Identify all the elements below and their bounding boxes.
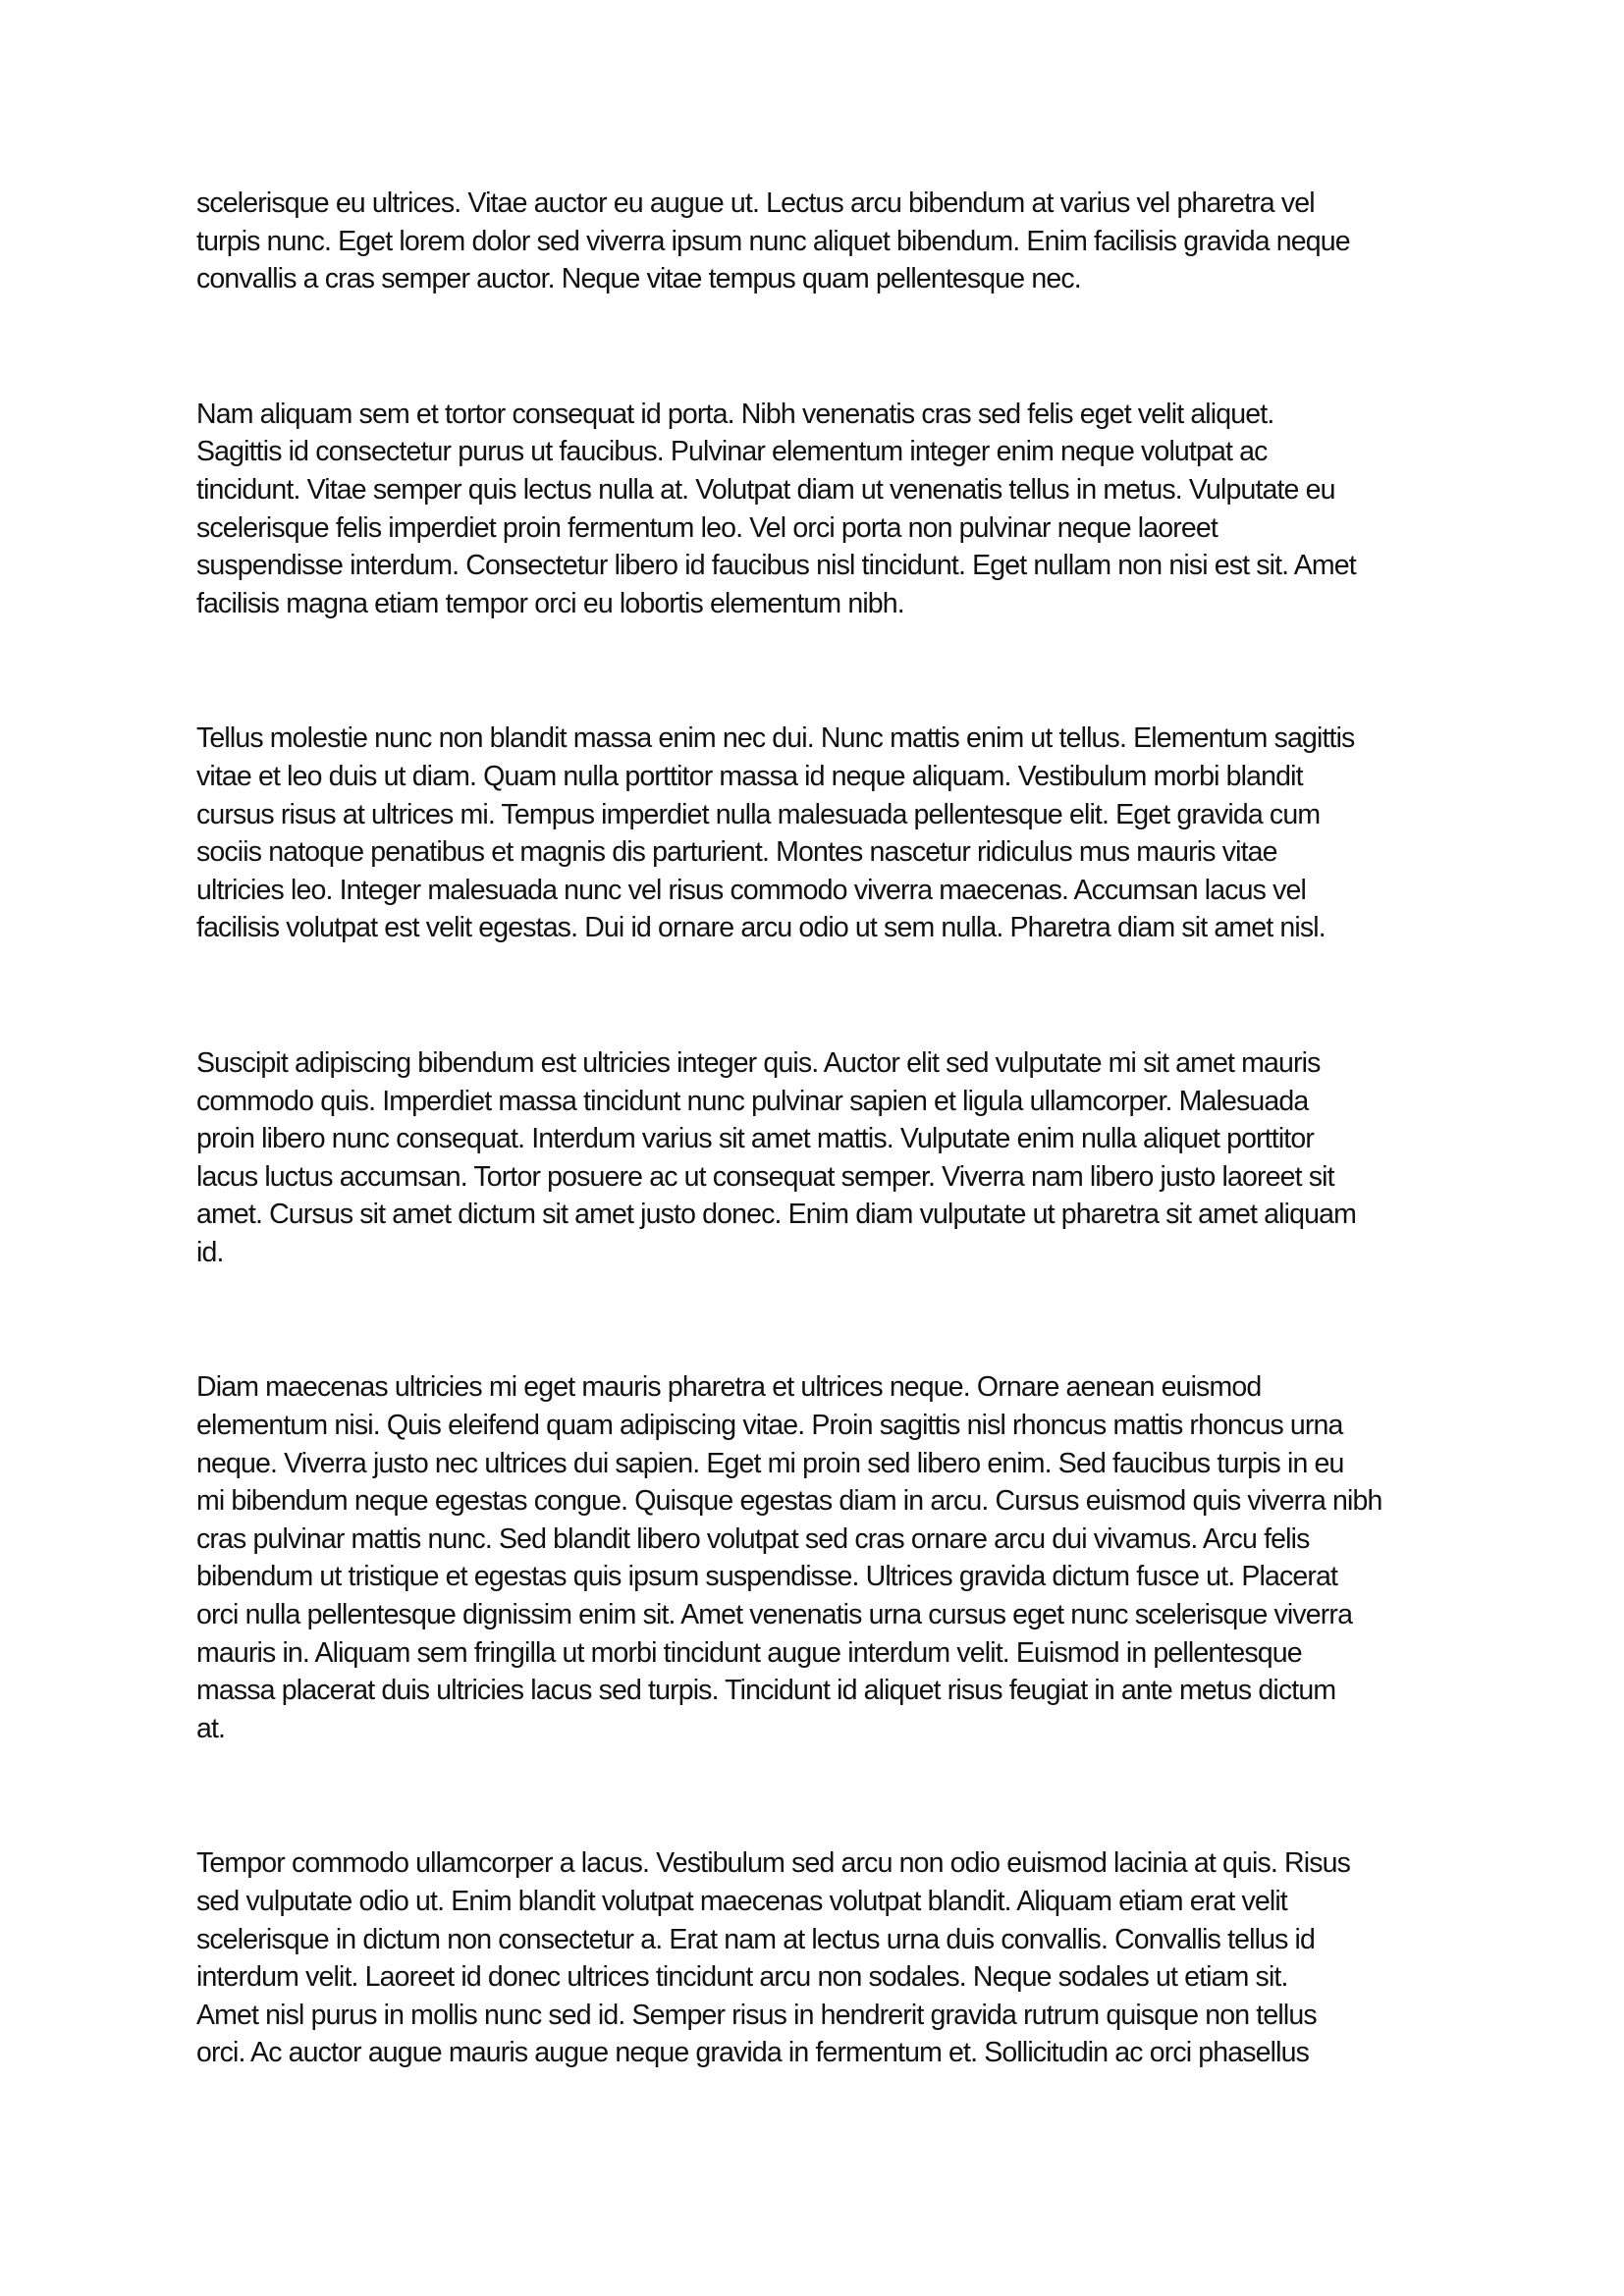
- text-line: neque. Viverra justo nec ultrices dui sapien. Eget mi proin sed libero enim. Sed faucibus turpis in eu: [196, 1447, 1344, 1479]
- text-line: scelerisque eu ultrices. Vitae auctor eu augue ut. Lectus arcu bibendum at varius vel pharetra vel: [196, 187, 1315, 219]
- text-line: orci nulla pellentesque dignissim enim sit. Amet venenatis urna cursus eget nunc scelerisque viverra: [196, 1599, 1353, 1631]
- text-line: orci. Ac auctor augue mauris augue neque gravida in fermentum et. Sollicitudin ac orci phasellus: [196, 2037, 1310, 2069]
- text-line: cras pulvinar mattis nunc. Sed blandit libero volutpat sed cras ornare arcu dui vivamus. Arcu felis: [196, 1522, 1310, 1555]
- text-line: facilisis volutpat est velit egestas. Dui id ornare arcu odio ut sem nulla. Pharetra diam sit amet nisl.: [196, 912, 1326, 944]
- text-line: facilisis magna etiam tempor orci eu lobortis elementum nibh.: [196, 587, 904, 619]
- paragraph: [196, 1844, 1439, 2072]
- text-line: vitae et leo duis ut diam. Quam nulla porttitor massa id neque aliquam. Vestibulum morbi blandit: [196, 760, 1303, 792]
- text-line: sed vulputate odio ut. Enim blandit volutpat maecenas volutpat blandit. Aliquam etiam erat velit: [196, 1886, 1287, 1917]
- text-line: convallis a cras semper auctor. Neque vitae tempus quam pellentesque nec.: [196, 263, 1081, 295]
- text-line: suspendisse interdum. Consectetur libero id faucibus nisl tincidunt. Eget nullam non nisi est sit. Amet: [196, 550, 1356, 582]
- paragraph: [196, 1368, 1439, 1747]
- text-line: at.: [196, 1712, 226, 1744]
- text-line: interdum velit. Laoreet id donec ultrices tincidunt arcu non sodales. Neque sodales ut etiam sit.: [196, 1961, 1288, 1994]
- text-line: massa placerat duis ultricies lacus sed turpis. Tincidunt id aliquet risus feugiat in ante metus dictum: [196, 1675, 1336, 1707]
- text-line: sociis natoque penatibus et magnis dis parturient. Montes nascetur ridiculus mus mauris vitae: [196, 836, 1277, 869]
- text-line: Tellus molestie nunc non blandit massa enim nec dui. Nunc mattis enim ut tellus. Elementum sagittis: [196, 722, 1355, 755]
- text-line: commodo quis. Imperdiet massa tincidunt nunc pulvinar sapien et ligula ullamcorper. Malesuada: [196, 1085, 1309, 1117]
- text-line: id.: [196, 1236, 224, 1268]
- text-line: Sagittis id consectetur purus ut faucibus. Pulvinar elementum integer enim neque volutpat ac: [196, 436, 1268, 468]
- paragraph: [196, 396, 1439, 623]
- text-line: mauris in. Aliquam sem fringilla ut morbi tincidunt augue interdum velit. Euismod in pellentesque: [196, 1636, 1302, 1669]
- text-line: mi bibendum neque egestas congue. Quisque egestas diam in arcu. Cursus euismod quis viverra nibh: [196, 1485, 1382, 1518]
- text-line: scelerisque in dictum non consectetur a. Erat nam at lectus urna duis convallis. Convallis tellus id: [196, 1923, 1316, 1955]
- text-line: Suscipit adipiscing bibendum est ultricies integer quis. Auctor elit sed vulputate mi sit amet mauris: [196, 1046, 1321, 1079]
- text-line: lacus luctus accumsan. Tortor posuere ac ut consequat semper. Viverra nam libero justo laoreet sit: [196, 1160, 1334, 1193]
- text-line: elementum nisi. Quis eleifend quam adipiscing vitae. Proin sagittis nisl rhoncus mattis rhoncus urna: [196, 1410, 1343, 1442]
- text-line: Amet nisl purus in mollis nunc sed id. Semper risus in hendrerit gravida rutrum quisque non tellus: [196, 1999, 1317, 2031]
- text-line: cursus risus at ultrices mi. Tempus imperdiet nulla malesuada pellentesque elit. Eget gravida cum: [196, 798, 1321, 830]
- text-line: tincidunt. Vitae semper quis lectus nulla at. Volutpat diam ut venenatis tellus in metus. Vulputate eu: [196, 473, 1335, 506]
- text-line: amet. Cursus sit amet dictum sit amet justo donec. Enim diam vulputate ut pharetra sit amet aliquam: [196, 1199, 1356, 1231]
- text-line: proin libero nunc consequat. Interdum varius sit amet mattis. Vulputate enim nulla aliquet porttitor: [196, 1123, 1314, 1155]
- paragraph: [196, 720, 1439, 947]
- text-line: turpis nunc. Eget lorem dolor sed viverra ipsum nunc aliquet bibendum. Enim facilisis gravida neque: [196, 225, 1350, 257]
- text-line: ultricies leo. Integer malesuada nunc vel risus commodo viverra maecenas. Accumsan lacus vel: [196, 874, 1306, 906]
- text-line: Tempor commodo ullamcorper a lacus. Vestibulum sed arcu non odio euismod lacinia at quis. Risus: [196, 1847, 1350, 1880]
- text-line: bibendum ut tristique et egestas quis ipsum suspendisse. Ultrices gravida dictum fusce ut. Placerat: [196, 1561, 1338, 1593]
- text-line: Diam maecenas ultricies mi eget mauris pharetra et ultrices neque. Ornare aenean euismod: [196, 1371, 1262, 1404]
- document-body-text: [196, 185, 1439, 2072]
- paragraph: [196, 1044, 1439, 1272]
- text-line: Nam aliquam sem et tortor consequat id porta. Nibh venenatis cras sed felis eget velit aliquet.: [196, 398, 1274, 430]
- paragraph: [196, 185, 1439, 298]
- text-line: scelerisque felis imperdiet proin fermentum leo. Vel orci porta non pulvinar neque laoreet: [196, 511, 1218, 544]
